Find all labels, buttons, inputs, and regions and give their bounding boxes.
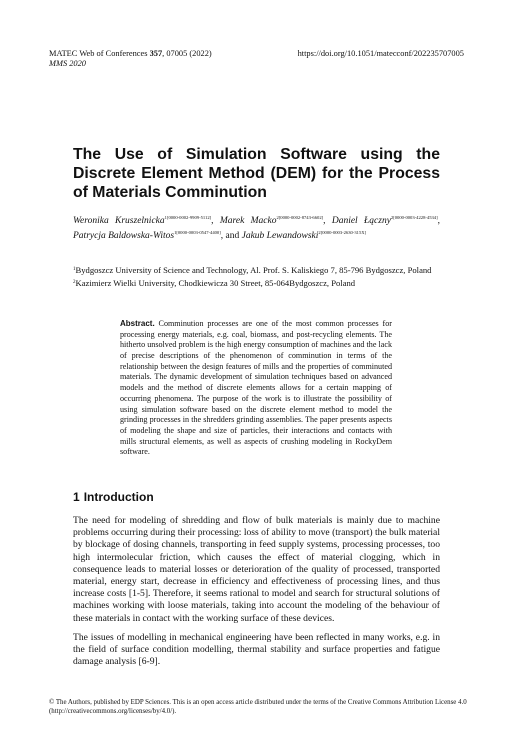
author: Marek Macko$^{2[0000-0002-8743-6602]}$,: [219, 215, 332, 226]
author: Daniel Łączny$^{2[0000-0003-4228-4534]}$,: [331, 215, 440, 226]
running-header-left: [49, 49, 212, 69]
volume-number: 357: [149, 49, 163, 58]
section-number: 1: [73, 490, 80, 504]
author: Weronika Kruszelnicka$^{1[0000-0002-9909-5112]}$,: [73, 215, 220, 226]
affiliation: $^1$Bydgoszcz University of Science and Technology, Al. Prof. S. Kaliskiego 7, 85-796 Bydgoszcz, Poland: [73, 265, 432, 275]
orcid-id: 1[0000-0002-9909-5112]: [164, 215, 212, 220]
author: Patrycja Baldowska-Witos$^{1[0000-0003-0547-4400]}$, and: [73, 230, 242, 242]
orcid-id: 1[0000-0003-0547-4400]: [174, 230, 221, 236]
abstract-label: Abstract.: [120, 319, 155, 328]
doi-link[interactable]: https://doi.org/10.1051/matecconf/202235707005: [297, 49, 464, 58]
abstract-text: Comminution processes are one of the most common processes for processing energy materials, e.g. coal, biomass, and post-recycling elements. The hitherto unsolved problem is the high energy consumption of machines and the lack of precise descriptions of the phenomenon of comminution in terms of the relationship between the design features of mills and the properties of comminuted materials. The dynamic development of simulation techniques based on advanced models and the method of discrete elements allows for a certain mapping of occurring phenomena. The purpose of the work is to illustrate the possibility of using simulation software based on the discrete element method to model the grinding processes in the shredders grinding assemblies. The paper presents aspects of modeling the shape and size of particles, their interactions and contacts with mills structural elements, as well as aspects of crushing modeling in RockyDem software.: [120, 319, 392, 457]
orcid-id: 2[0000-0003-4228-4534]: [390, 215, 438, 220]
paper-title: The Use of Simulation Software using the Discrete Element Method (DEM) for the Process of Materials Comminution: [73, 146, 440, 201]
journal-name: MATEC Web of Conferences 357, 07005 (2022): [49, 49, 212, 58]
section-heading: [73, 490, 154, 504]
section-title: Introduction: [83, 490, 154, 504]
orcid-id: 2[0000-0003-2630-315X]: [318, 230, 367, 236]
abstract: [120, 319, 392, 458]
body-paragraph: The issues of modelling in mechanical engineering have been reflected in many works, e.g. in the field of surface condition modelling, thermal stability and surface properties and fatigue damage analysis [6-9].: [73, 632, 440, 668]
license-footer: © The Authors, published by EDP Sciences. This is an open access article distributed under the terms of the Creative Commons Attribution License 4.0 (http://creativecommons.org/licenses/by/4.0/).: [49, 699, 467, 716]
body-paragraph: The need for modeling of shredding and flow of bulk materials is mainly due to machine problems occurring during their processing: loss of ability to move (transport) the bulk material by blockage of dosing channels, transporting in feed supply systems, processing processes, too high intermolecular friction, which causes the effect of material clogging, which in consequence leads to material losses or deterioration of the quality of processed, transported material, energy start, decrease in efficiency and effectiveness of processing lines, and thus increase costs [1-5]. Therefore, it seems rational to model and search for structural solutions of machines working with loose materials, taking into account the modeling of the behaviour of these materials in contact with the working surface of these devices.: [73, 515, 440, 624]
conference-series: MMS 2020: [49, 59, 86, 68]
orcid-id: 2[0000-0002-8743-6602]: [276, 215, 324, 220]
affiliation: $^2$Kazimierz Wielki University, Chodkiewicza 30 Street, 85-064Bydgoszcz, Poland: [73, 277, 356, 288]
author-list: [73, 212, 440, 242]
author: Jakub Lewandowski$^{2[0000-0003-2630-315X]}$: [241, 230, 367, 242]
affiliations: [73, 264, 440, 289]
